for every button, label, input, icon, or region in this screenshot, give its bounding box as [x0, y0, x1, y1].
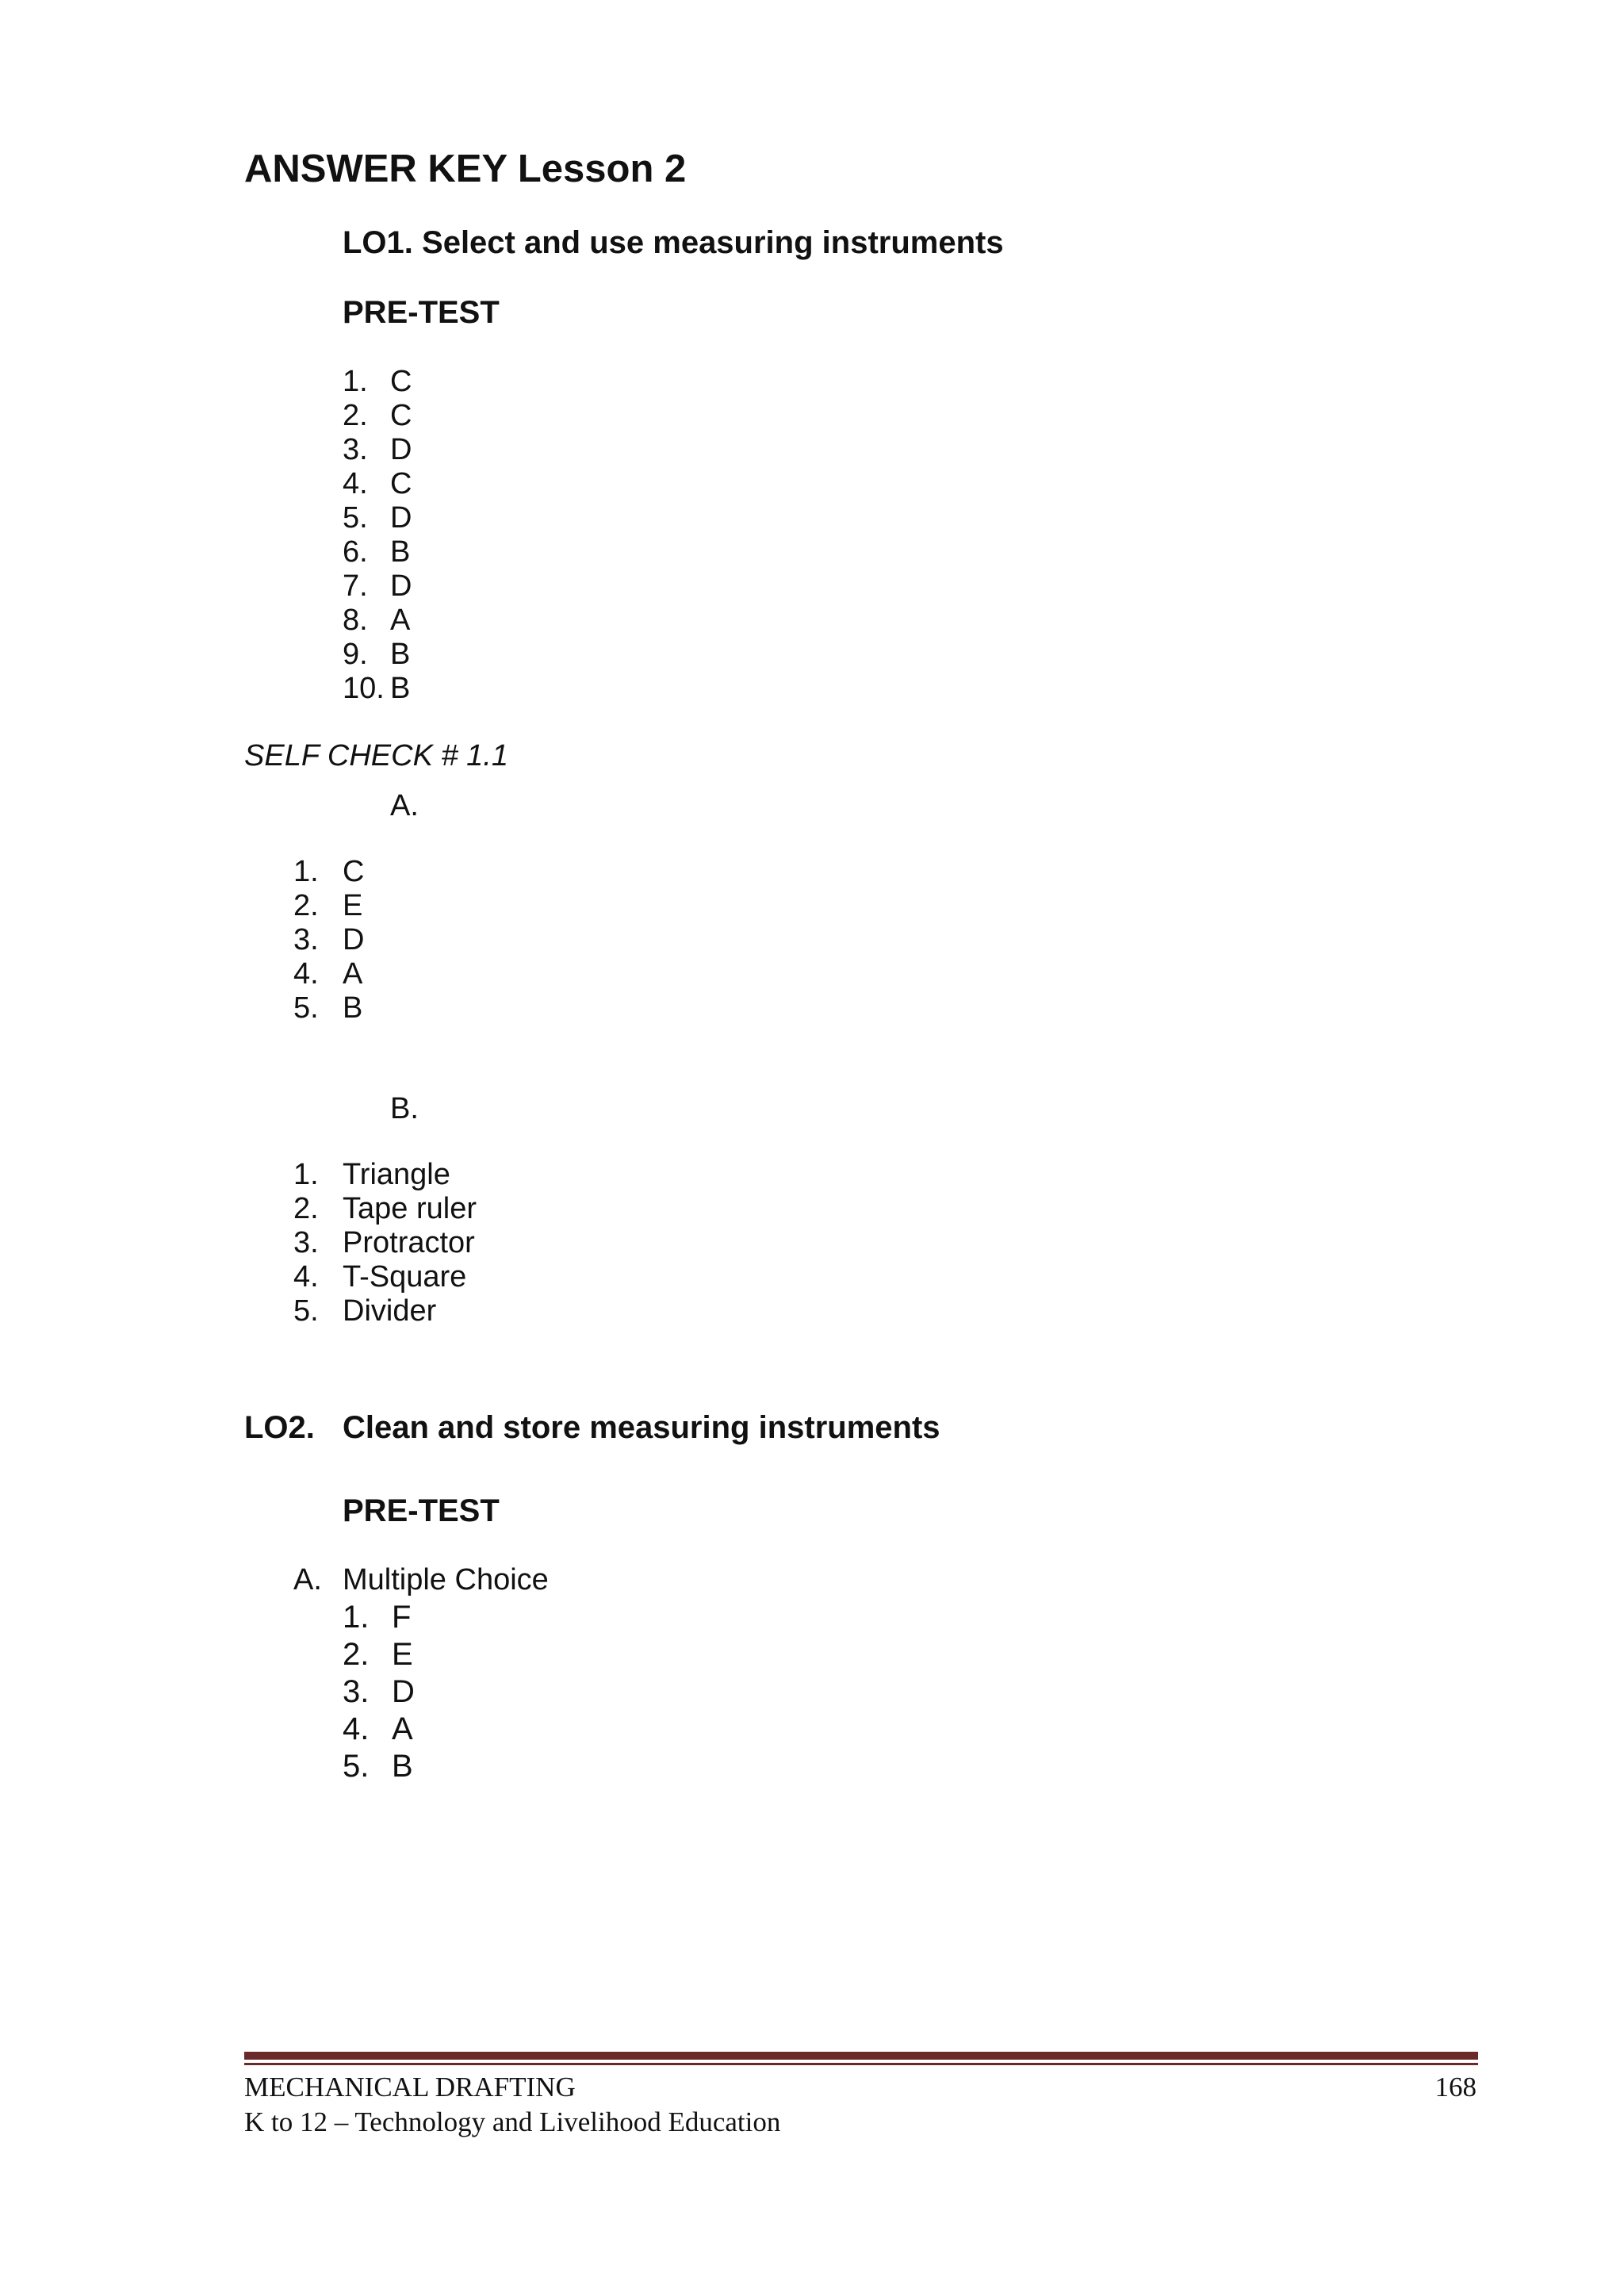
lo2-section-title: Multiple Choice: [343, 1563, 549, 1596]
lo2-section-label: A.: [293, 1563, 322, 1596]
footer-subject: MECHANICAL DRAFTING: [244, 2072, 576, 2102]
footer-program: K to 12 – Technology and Livelihood Education: [244, 2106, 781, 2137]
part-b-label: B.: [390, 1092, 419, 1125]
footer-rule: [244, 2052, 1478, 2060]
footer-rule-thin: [244, 2063, 1478, 2065]
page-title: ANSWER KEY Lesson 2: [244, 148, 687, 190]
lo1-heading: LO1. Select and use measuring instruments: [343, 225, 1004, 260]
lo1-pretest-label: PRE-TEST: [343, 295, 500, 330]
lo2-code: LO2.: [244, 1410, 315, 1445]
self-check-label: SELF CHECK # 1.1: [244, 739, 509, 772]
page-number: 168: [1434, 2072, 1477, 2102]
lo2-heading: Clean and store measuring instruments: [343, 1410, 940, 1445]
lo2-pretest-label: PRE-TEST: [343, 1493, 500, 1528]
part-a-label: A.: [390, 789, 419, 822]
